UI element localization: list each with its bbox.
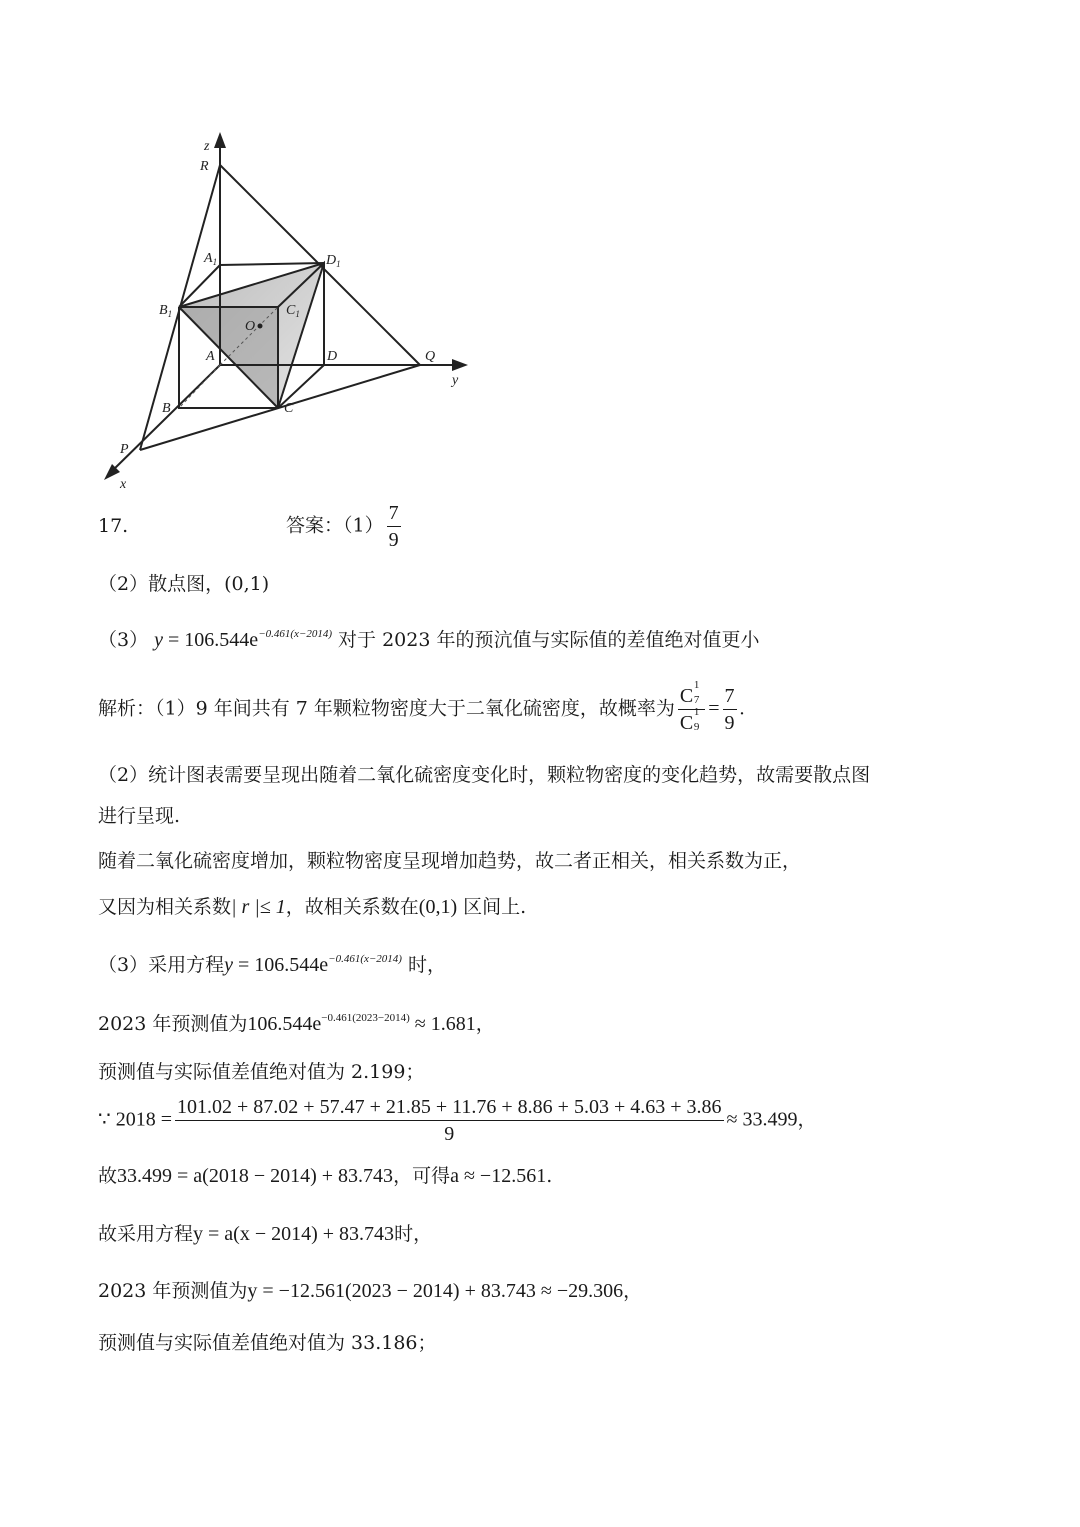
analysis-part2-line2: 进行呈现. [98, 805, 181, 827]
y-arrow [452, 359, 468, 371]
label-R: R [200, 159, 209, 174]
label-y: y [452, 373, 459, 388]
z-arrow [214, 132, 226, 148]
analysis-part3-line4: ∵ 2018 = 101.02 + 87.02 + 57.47 + 21.85 + 11.76 + 8.86 + 5.03 + 4.63 + 3.86 9 ≈ 33.499， [98, 1096, 817, 1145]
probability-fraction: $\frac{7}{9}$ [724, 685, 735, 734]
answer-2: （2）散点图，(0,1) [98, 573, 270, 595]
average-fraction: 101.02 + 87.02 + 57.47 + 21.85 + 11.76 + 8.86 + 5.03 + 4.63 + 3.86 9 [177, 1096, 722, 1145]
analysis-part3-line7: 2023 年预测值为y = −12.561(2023 − 2014) + 83.743 ≈ −29.306， [98, 1280, 643, 1302]
analysis-part2-line1: （2）统计图表需要呈现出随着二氧化硫密度变化时，颗粒物密度的变化趋势，故需要散点图 [98, 764, 871, 786]
analysis-part3-line1: （3）采用方程$y = 106.544e^{-0.461(x-2014)}$ 时， [98, 953, 447, 976]
answer-3-equation: $y = 106.544e^{-0.461(x-2014)}$ [154, 628, 332, 651]
label-B: B [162, 401, 171, 416]
answer-1-fraction: $\frac{7}{9}$ [388, 502, 399, 551]
q-number: 17. [98, 515, 129, 537]
label-C: C [284, 401, 294, 416]
analysis-part2-line3: 随着二氧化硫密度增加，颗粒物密度呈现增加趋势，故二者正相关，相关系数为正， [98, 850, 802, 872]
combination-fraction: C 1 7 C 1 9 [678, 683, 705, 736]
cube-figure [100, 130, 500, 500]
point-o [258, 324, 263, 329]
analysis-part1: 解析：（1）9 年间共有 7 年颗粒物密度大于二氧化硫密度，故概率为 C 1 7 C 1 9 = $\frac{7}{9}$ . [98, 679, 745, 734]
label-z: z [204, 139, 210, 154]
label-C1: $C_1$ [286, 303, 300, 319]
label-A1: $A_1$ [204, 251, 218, 267]
answer-1 [286, 500, 404, 553]
analysis-part3-line2: 2023 年预测值为$106.544e^{-0.461(2023-2014)} \approx 1.681$， [98, 1012, 495, 1035]
answer-3: （3） $y = 106.544e^{-0.461(x-2014)}$ 对于 2023 年的预沆值与实际值的差值绝对值更小 [98, 628, 760, 651]
analysis-part3-line3: 预测值与实际值差值绝对值为 2.199； [98, 1061, 425, 1083]
analysis-part3-line5: 故33.499 = a(2018 − 2014) + 83.743，可得a ≈ −12.561. [98, 1165, 553, 1187]
label-x: x [120, 477, 127, 492]
analysis-part3-line6: 故采用方程y = a(x − 2014) + 83.743时， [98, 1223, 433, 1245]
analysis-part3-line8: 预测值与实际值差值绝对值为 33.186； [98, 1332, 437, 1354]
label-Q: Q [425, 349, 436, 364]
label-B1: $B_1$ [159, 303, 173, 319]
answer-label: 答案：（1） [286, 514, 384, 537]
label-D: D [327, 349, 338, 364]
label-A: A [206, 349, 215, 364]
label-O: O [245, 319, 256, 334]
label-D1: $D_1$ [326, 253, 341, 269]
label-P: P [120, 442, 129, 457]
analysis-part2-line4: 又因为相关系数| r |≤ 1，故相关系数在(0,1) 区间上. [98, 896, 527, 918]
question-number [98, 514, 128, 538]
